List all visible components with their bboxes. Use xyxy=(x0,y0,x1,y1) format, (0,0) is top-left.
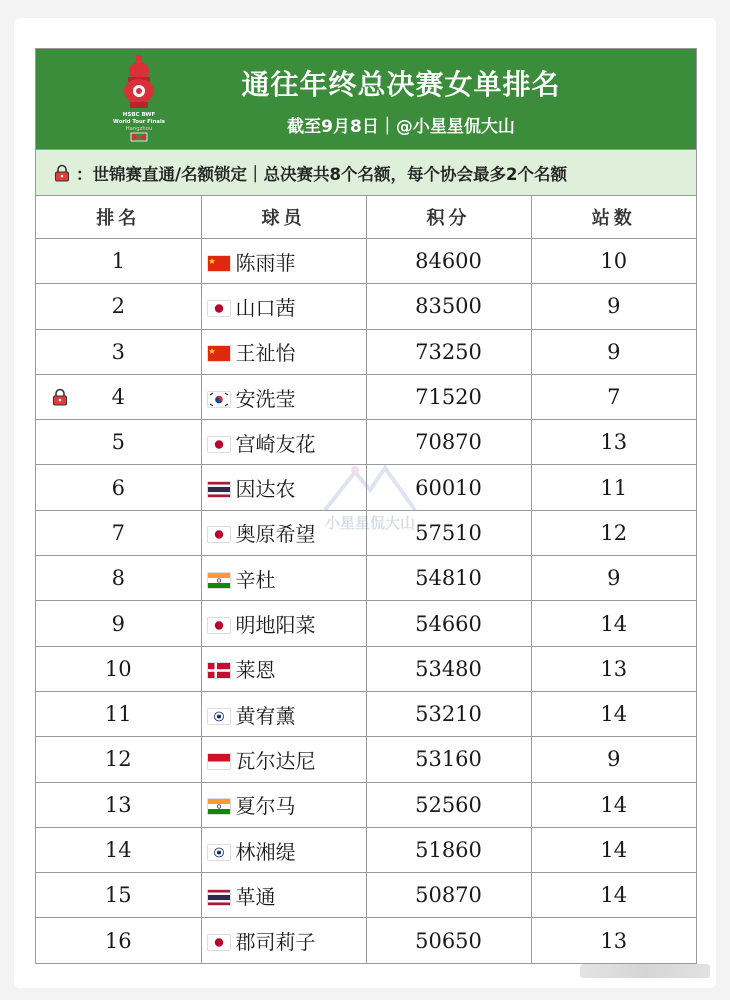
rank-cell xyxy=(36,782,201,827)
column-header-events: 站数 xyxy=(531,196,696,239)
flag-icon-in xyxy=(208,794,236,818)
table-row xyxy=(36,873,696,918)
rank-value: 13 xyxy=(104,792,132,817)
logo-line-1: HSBC BWF xyxy=(122,112,156,118)
rank-value: 5 xyxy=(111,430,125,455)
table-row xyxy=(36,691,696,736)
player-cell xyxy=(201,827,366,872)
rank-value: 12 xyxy=(104,747,132,772)
events-cell: 7 xyxy=(531,374,696,419)
flag-icon-kr xyxy=(208,387,236,411)
player-name: 郡司莉子 xyxy=(235,930,316,955)
rank-cell xyxy=(36,691,201,736)
page-subtitle: 截至9月8日｜@小星星侃大山 xyxy=(287,117,515,137)
player-cell xyxy=(201,556,366,601)
legend-text: ：世锦赛直通/名额锁定｜总决赛共8个名额，每个协会最多2个名额 xyxy=(76,164,567,184)
points-cell: 53210 xyxy=(366,691,531,736)
flag-icon-cn xyxy=(208,341,236,365)
points-cell: 52560 xyxy=(366,782,531,827)
rank-value: 7 xyxy=(111,520,125,545)
events-cell: 14 xyxy=(531,827,696,872)
rank-cell xyxy=(36,737,201,782)
rank-cell xyxy=(36,329,201,374)
player-name: 黄宥薰 xyxy=(235,703,296,728)
player-name: 宫崎友花 xyxy=(235,431,316,456)
player-cell xyxy=(201,284,366,329)
rank-value: 2 xyxy=(111,294,125,319)
rank-value: 16 xyxy=(104,928,132,953)
flag-icon-tpe xyxy=(208,704,236,728)
flag-icon-jp xyxy=(208,296,236,320)
player-cell xyxy=(201,737,366,782)
player-cell xyxy=(201,420,366,465)
player-cell xyxy=(201,873,366,918)
rank-cell xyxy=(36,873,201,918)
rank-value: 10 xyxy=(104,656,132,681)
rank-cell xyxy=(36,601,201,646)
rank-value: 4 xyxy=(111,385,125,410)
flag-icon-cn xyxy=(208,251,236,275)
rank-cell xyxy=(36,827,201,872)
points-cell: 83500 xyxy=(366,284,531,329)
flag-icon-jp xyxy=(208,930,236,954)
rank-cell xyxy=(36,374,201,419)
rank-cell xyxy=(36,918,201,963)
events-cell: 9 xyxy=(531,284,696,329)
player-name: 王祉怡 xyxy=(235,341,296,366)
player-name: 安洗莹 xyxy=(235,386,296,411)
player-name: 奥原希望 xyxy=(235,522,316,547)
player-name: 林湘缇 xyxy=(235,839,296,864)
events-cell: 13 xyxy=(531,420,696,465)
rank-cell xyxy=(36,239,201,284)
table-row xyxy=(36,329,696,374)
rank-value: 6 xyxy=(111,475,125,500)
player-name: 陈雨菲 xyxy=(235,250,296,275)
column-header-points: 积分 xyxy=(366,196,531,239)
table-row xyxy=(36,646,696,691)
rank-cell xyxy=(36,510,201,555)
rank-cell xyxy=(36,646,201,691)
flag-icon-th xyxy=(208,477,236,501)
points-cell: 53160 xyxy=(366,737,531,782)
points-cell: 54810 xyxy=(366,556,531,601)
events-cell: 14 xyxy=(531,873,696,918)
events-cell: 14 xyxy=(531,782,696,827)
events-cell: 14 xyxy=(531,601,696,646)
points-cell: 50870 xyxy=(366,873,531,918)
rank-value: 1 xyxy=(111,249,125,274)
header-banner xyxy=(36,49,696,149)
events-cell: 9 xyxy=(531,737,696,782)
logo-line-3: Hangzhou xyxy=(125,126,153,132)
table-row xyxy=(36,284,696,329)
ranking-sheet xyxy=(35,48,697,964)
player-cell xyxy=(201,646,366,691)
player-name: 因达农 xyxy=(235,477,296,502)
player-cell xyxy=(201,239,366,284)
player-cell xyxy=(201,510,366,555)
player-name: 明地阳菜 xyxy=(235,613,316,638)
flag-icon-dk xyxy=(208,658,236,682)
player-cell xyxy=(201,374,366,419)
player-cell xyxy=(201,918,366,963)
page-title: 通往年终总决赛女单排名 xyxy=(241,68,561,101)
table-row xyxy=(36,601,696,646)
lock-icon xyxy=(54,164,70,182)
rank-value: 9 xyxy=(111,611,125,636)
footer-credit-blur xyxy=(580,964,710,978)
player-name: 革通 xyxy=(235,884,276,909)
events-cell: 11 xyxy=(531,465,696,510)
logo-line-2: World Tour Finals xyxy=(113,119,165,125)
table-row xyxy=(36,782,696,827)
player-cell xyxy=(201,691,366,736)
player-name: 夏尔马 xyxy=(235,794,296,819)
flag-icon-jp xyxy=(208,432,236,456)
player-name: 莱恩 xyxy=(235,658,276,683)
player-name: 辛杜 xyxy=(235,567,276,592)
flag-icon-tpe xyxy=(208,840,236,864)
table-body xyxy=(36,239,696,963)
events-cell: 9 xyxy=(531,556,696,601)
table-row xyxy=(36,556,696,601)
rank-cell xyxy=(36,556,201,601)
points-cell: 50650 xyxy=(366,918,531,963)
flag-icon-th xyxy=(208,885,236,909)
watermark-text: 小星星侃大山 xyxy=(324,514,415,532)
events-cell: 10 xyxy=(531,239,696,284)
player-cell xyxy=(201,465,366,510)
points-cell: 57510 xyxy=(366,510,531,555)
flag-icon-in xyxy=(208,568,236,592)
points-cell: 53480 xyxy=(366,646,531,691)
ranking-table xyxy=(36,196,696,963)
rank-value: 15 xyxy=(104,883,132,908)
flag-icon-id xyxy=(208,749,236,773)
column-header-rank: 排名 xyxy=(36,196,201,239)
rank-cell xyxy=(36,465,201,510)
rank-cell xyxy=(36,284,201,329)
points-cell: 51860 xyxy=(366,827,531,872)
table-row xyxy=(36,374,696,419)
rank-value: 8 xyxy=(111,566,125,591)
player-cell xyxy=(201,782,366,827)
events-cell: 13 xyxy=(531,646,696,691)
rank-value: 14 xyxy=(104,838,132,862)
points-cell: 70870 xyxy=(366,420,531,465)
legend-note xyxy=(36,149,696,196)
table-header-row xyxy=(36,196,696,239)
events-cell: 14 xyxy=(531,691,696,736)
flag-icon-jp xyxy=(208,522,236,546)
rank-value: 11 xyxy=(104,702,132,727)
points-cell: 84600 xyxy=(366,239,531,284)
table-row xyxy=(36,239,696,284)
player-cell xyxy=(201,601,366,646)
flag-icon-jp xyxy=(208,613,236,637)
table-row xyxy=(36,918,696,963)
player-name: 山口茜 xyxy=(235,295,296,320)
rank-value: 3 xyxy=(111,339,125,364)
table-row xyxy=(36,737,696,782)
table-row xyxy=(36,465,696,510)
points-cell: 73250 xyxy=(366,329,531,374)
table-row xyxy=(36,420,696,465)
table-row xyxy=(36,510,696,555)
events-cell: 9 xyxy=(531,329,696,374)
points-cell: 54660 xyxy=(366,601,531,646)
rank-cell xyxy=(36,420,201,465)
column-header-player: 球员 xyxy=(201,196,366,239)
player-name: 瓦尔达尼 xyxy=(235,748,316,773)
player-cell xyxy=(201,329,366,374)
table-row xyxy=(36,827,696,872)
points-cell: 71520 xyxy=(366,374,531,419)
events-cell: 12 xyxy=(531,510,696,555)
events-cell: 13 xyxy=(531,918,696,963)
points-cell: 60010 xyxy=(366,465,531,510)
